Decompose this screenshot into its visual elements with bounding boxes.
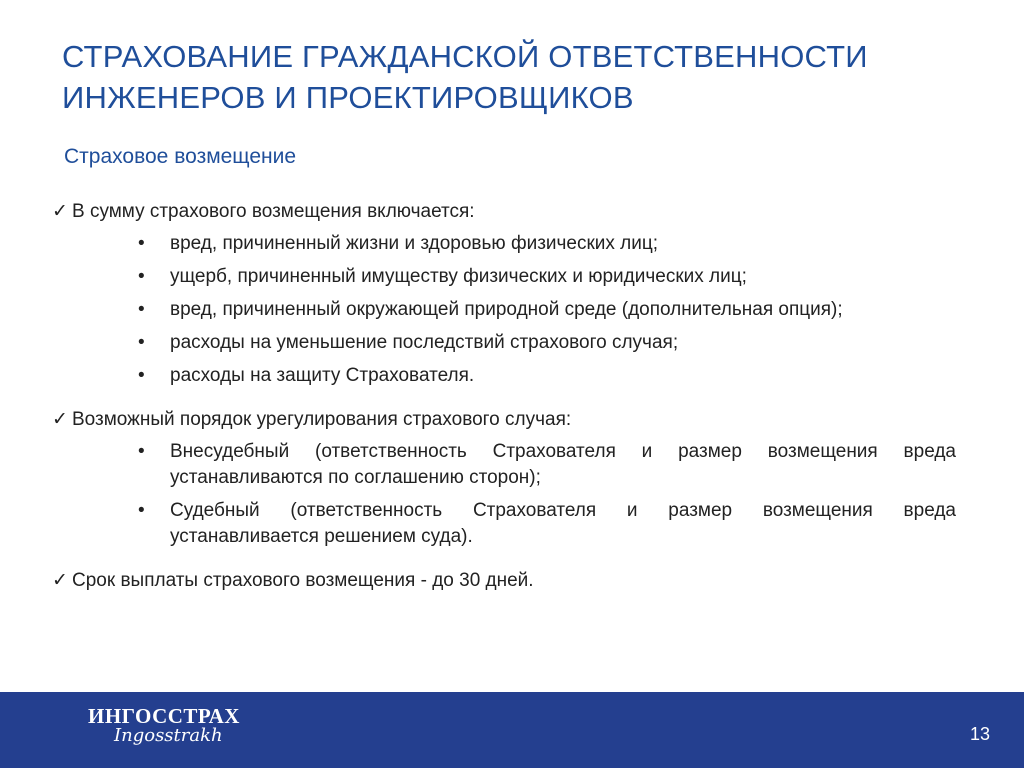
bullet-icon: • xyxy=(138,500,145,521)
bullet-list xyxy=(52,231,956,389)
list-item xyxy=(52,439,956,491)
slide-title xyxy=(62,36,982,118)
section-heading-text: Возможный порядок урегулирования страхового случая: xyxy=(72,409,572,430)
logo-script: Ingosstrakh xyxy=(114,725,223,746)
section-heading-text: Срок выплаты страхового возмещения - до 30 дней. xyxy=(72,570,534,591)
slide-content xyxy=(52,199,956,612)
section-settlement-procedure xyxy=(52,407,956,550)
list-item xyxy=(52,498,956,550)
slide-title-line-2: ИНЖЕНЕРОВ И ПРОЕКТИРОВЩИКОВ xyxy=(62,80,634,115)
bullet-icon: • xyxy=(138,441,145,462)
list-item xyxy=(52,231,956,257)
bullet-icon: • xyxy=(138,266,145,287)
list-item-text: Внесудебный (ответственность Страхователя и размер возмещения вреда устанавливаются по соглашению сторон); xyxy=(170,441,956,488)
list-item xyxy=(52,363,956,389)
ingosstrakh-logo xyxy=(88,704,248,756)
list-item-text: расходы на защиту Страхователя. xyxy=(170,365,475,386)
list-item-text: Судебный (ответственность Страхователя и размер возмещения вреда устанавливается решением суда). xyxy=(170,500,956,547)
list-item-text: расходы на уменьшение последствий страхового случая; xyxy=(170,332,679,353)
bullet-icon: • xyxy=(138,365,145,386)
bullet-list xyxy=(52,439,956,550)
bullet-icon: • xyxy=(138,233,145,254)
checkmark-icon: ✓ xyxy=(52,409,68,430)
section-heading xyxy=(52,568,956,594)
footer-bar xyxy=(0,692,1024,768)
slide-title-line-1: СТРАХОВАНИЕ ГРАЖДАНСКОЙ ОТВЕТСТВЕННОСТИ xyxy=(62,39,868,74)
list-item xyxy=(52,330,956,356)
checkmark-icon: ✓ xyxy=(52,570,68,591)
bullet-icon: • xyxy=(138,332,145,353)
list-item xyxy=(52,297,956,323)
logo-wordmark: ИНГОССТРАХ xyxy=(88,704,240,728)
section-heading xyxy=(52,199,956,225)
section-heading-text: В сумму страхового возмещения включается: xyxy=(72,201,475,222)
section-payment-term xyxy=(52,568,956,594)
section-heading xyxy=(52,407,956,433)
slide-subtitle: Страховое возмещение xyxy=(64,145,297,168)
bullet-icon: • xyxy=(138,299,145,320)
checkmark-icon: ✓ xyxy=(52,201,68,222)
list-item-text: вред, причиненный жизни и здоровью физических лиц; xyxy=(170,233,659,254)
list-item-text: вред, причиненный окружающей природной среде (дополнительная опция); xyxy=(170,299,843,320)
list-item xyxy=(52,264,956,290)
section-compensation-includes xyxy=(52,199,956,389)
list-item-text: ущерб, причиненный имуществу физических и юридических лиц; xyxy=(170,266,747,287)
page-number: 13 xyxy=(969,724,990,744)
